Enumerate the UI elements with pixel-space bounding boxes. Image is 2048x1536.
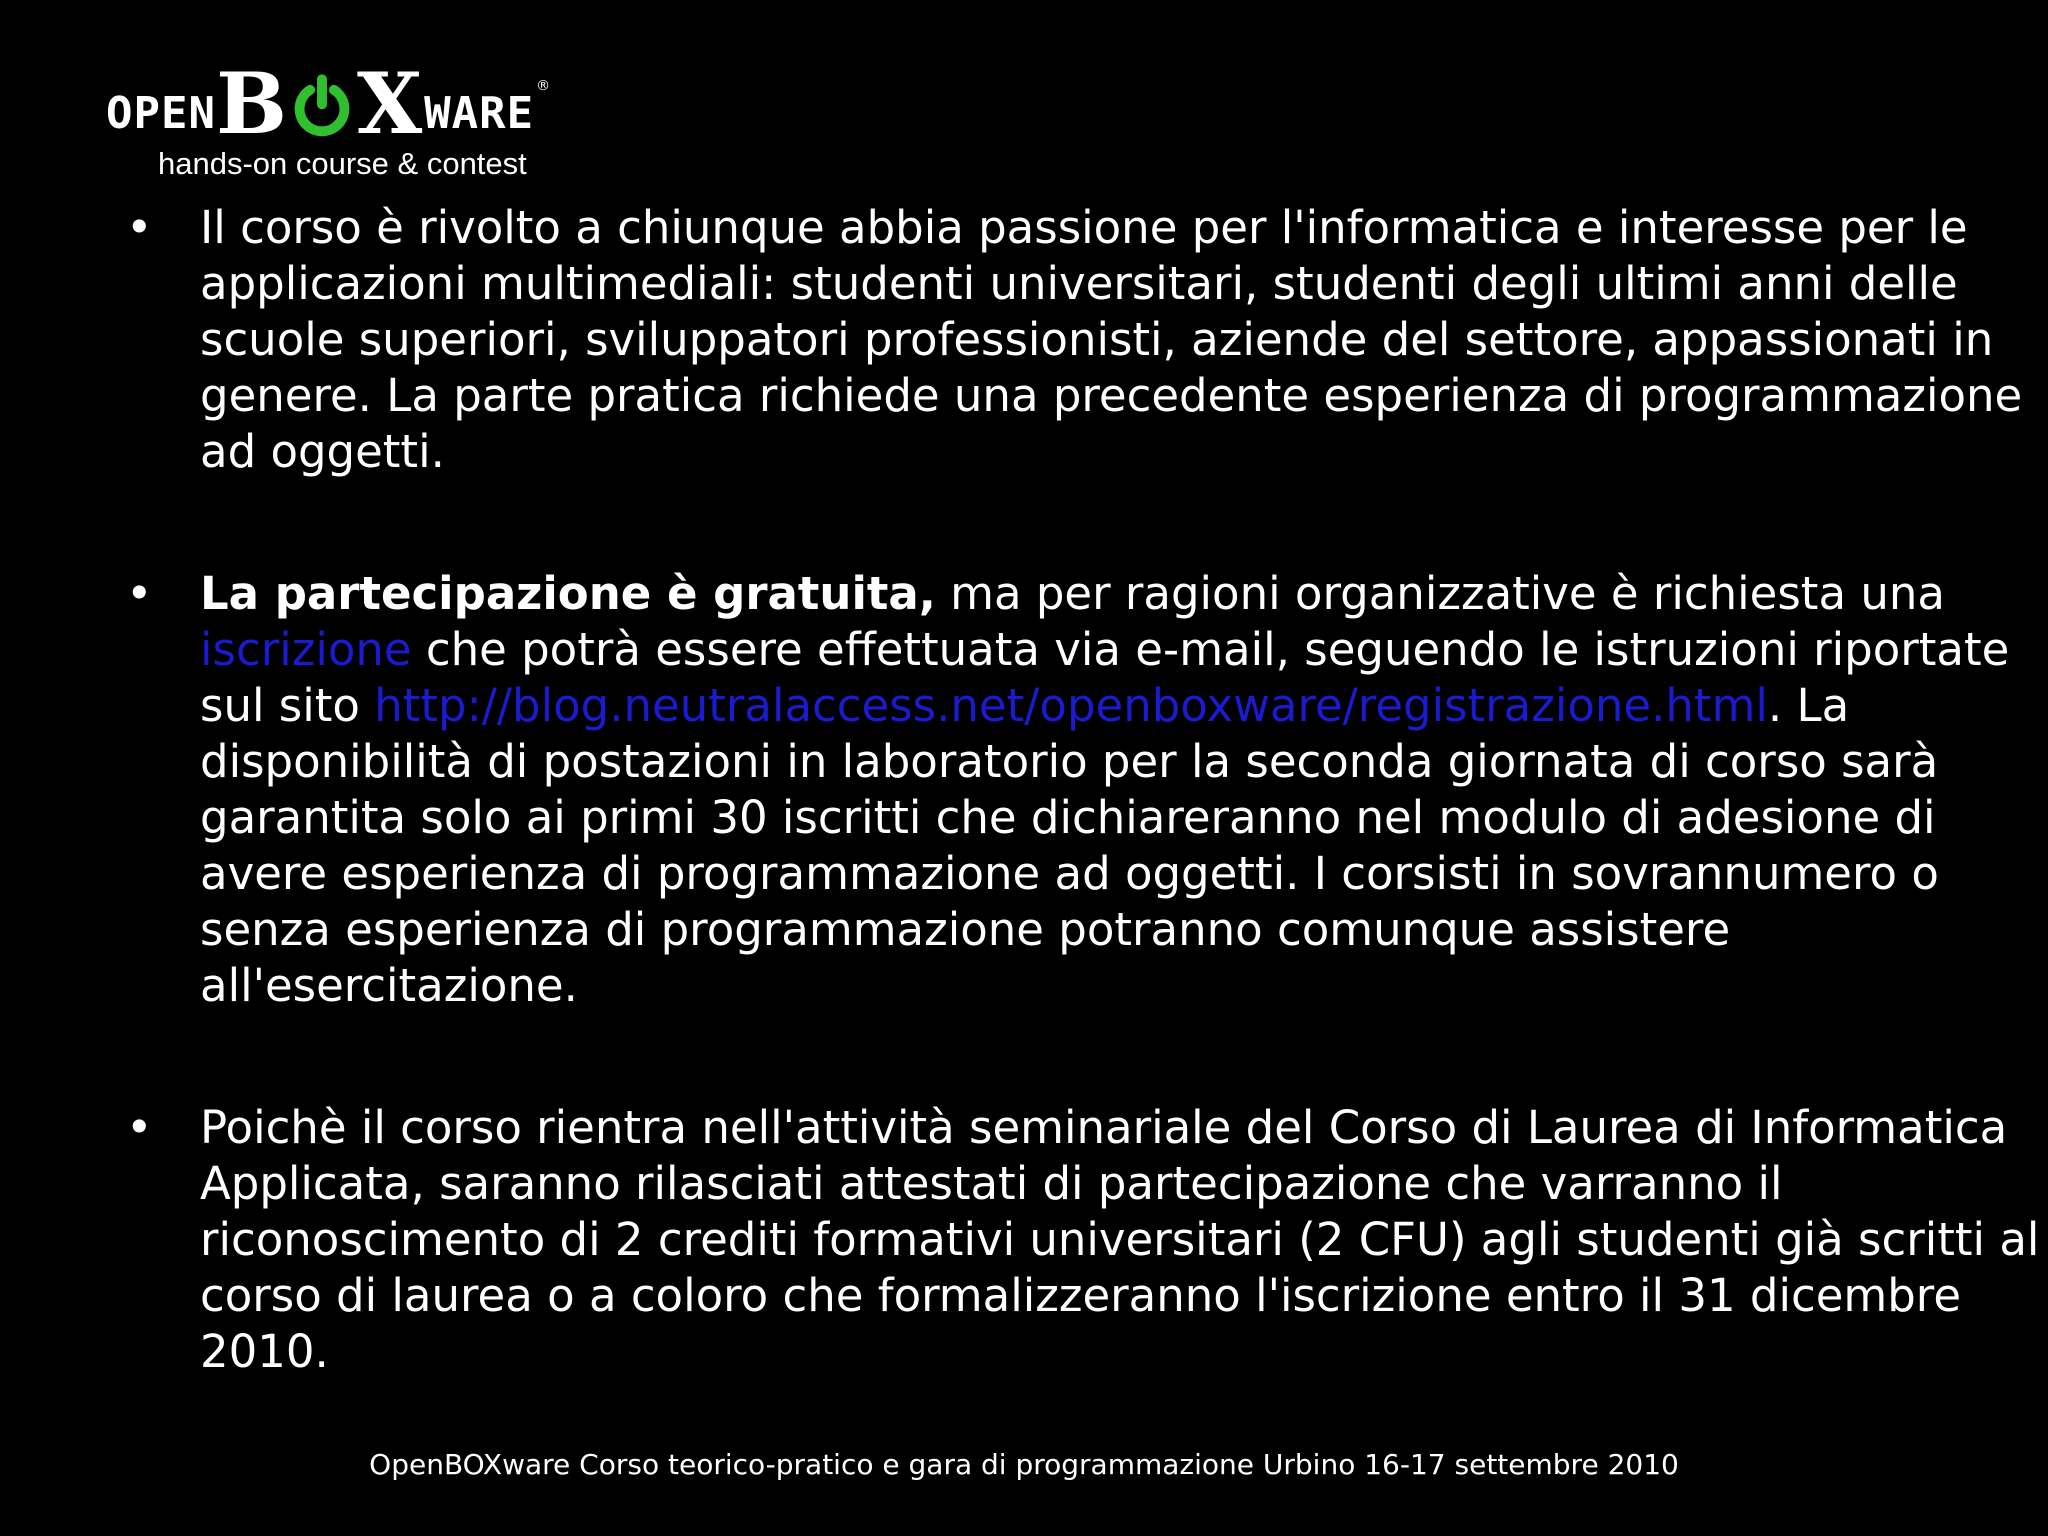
logo-b-letter: B xyxy=(215,54,287,153)
bullet-item-credits xyxy=(118,1100,2048,1380)
logo-tagline: hands-on course & contest xyxy=(158,146,527,181)
openboxware-logo xyxy=(106,54,626,181)
bullet-icon: • xyxy=(126,201,153,254)
registration-url-link[interactable]: http://blog.neutralaccess.net/openboxware/registrazione.html xyxy=(374,679,1768,732)
bullet-text-part: . La disponibilità di postazioni in laboratorio per la seconda giornata di corso sarà garantita solo ai primi 30 iscritti che dichiareranno nel modulo di adesione di avere esperienza di programmazione ad oggetti. I corsisti in sovrannumero o senza esperienza di programmazione potranno comunque assistere all'esercitazione. xyxy=(200,679,1939,1012)
iscrizione-link[interactable]: iscrizione xyxy=(200,623,412,676)
bullet-item-audience xyxy=(118,200,2048,480)
bullet-text: Poichè il corso rientra nell'attività seminariale del Corso di Laurea di Informatica Applicata, saranno rilasciati attestati di partecipazione che varranno il riconoscimento di 2 crediti formativi universitari (2 CFU) agli studenti già scritti al corso di laurea o a coloro che formalizzeranno l'iscrizione entro il 31 dicembre 2010. xyxy=(200,1101,2040,1378)
slide-footer: OpenBOXware Corso teorico-pratico e gara di programmazione Urbino 16-17 settembre 2010 xyxy=(369,1448,1679,1481)
bullet-text: Il corso è rivolto a chiunque abbia passione per l'informatica e interesse per le applicazioni multimediali: studenti universitari, studenti degli ultimi anni delle scuole superiori, sviluppatori professionisti, aziende del settore, appassionati in genere. La parte pratica richiede una precedente esperienza di programmazione ad oggetti. xyxy=(200,201,2023,478)
bullet-icon: • xyxy=(126,567,153,620)
bullet-icon: • xyxy=(126,1101,153,1154)
bullet-item-participation xyxy=(118,566,2048,1014)
logo-wordmark xyxy=(106,54,551,153)
slide-content xyxy=(118,200,2040,1380)
logo-ware-text: WARE xyxy=(424,88,535,139)
bullet-text-part: che potrà essere effettuata via e-mail, seguendo le istruzioni riportate sul sito xyxy=(200,623,2010,732)
power-icon xyxy=(289,74,355,140)
logo-x-letter: X xyxy=(356,54,423,153)
registered-mark: ® xyxy=(536,78,551,94)
bullet-text-part: ma per ragioni organizzative è richiesta una xyxy=(935,567,1945,620)
logo-open-text: OPEN xyxy=(106,88,216,139)
bullet-bold-lead: La partecipazione è gratuita, xyxy=(200,567,936,620)
